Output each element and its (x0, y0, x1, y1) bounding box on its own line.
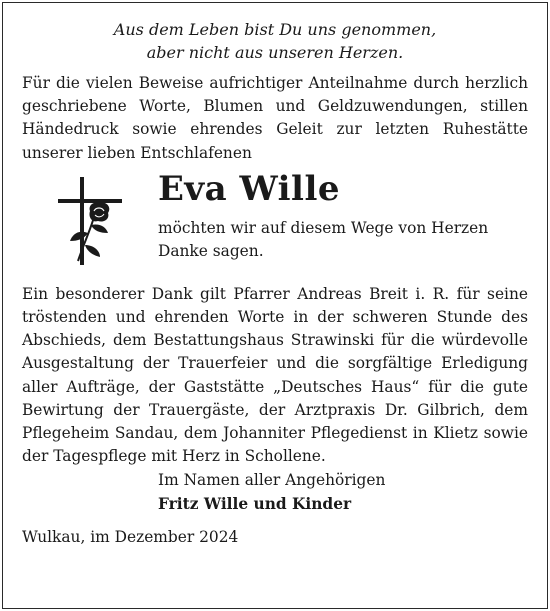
on-behalf-line: Im Namen aller Angehörigen (158, 471, 386, 490)
intro-paragraph: Für die vielen Beweise aufrichtiger Anteilnahme durch herzlich geschriebene Worte, Blumen und Geldzuwendungen, stillen Händedruck sowie ehrendes Geleit zur letzten Ruhestätte unserer lieben Entschlafenen (22, 74, 528, 162)
special-thanks-paragraph: Ein besonderer Dank gilt Pfarrer Andreas Breit i. R. für seine tröstenden und ehrenden Worte in der schweren Stunde des Abschieds, dem Bestattungshaus Strawinski für die würdevolle Ausgestaltung der Trauerfeier und die sorgfältige Erledigung aller Aufträge, der Gaststätte „Deutsches Haus“ für die gute Bewirtung der Trauergäste, der Arztpraxis Dr. Gilbrich, dem Pflegeheim Sandau, dem Johanniter Pflegedienst in Klietz sowie der Tagespflege mit Herz in Schollene. (22, 284, 528, 466)
motto (22, 18, 528, 64)
cross-with-rose-icon (54, 175, 126, 267)
family-signature: Fritz Wille und Kinder (158, 495, 352, 514)
deceased-name: Eva Wille (158, 168, 341, 209)
thanks-line-2: Danke sagen. (158, 242, 264, 261)
name-block (22, 167, 528, 279)
motto-line-2: aber nicht aus unseren Herzen. (146, 43, 404, 62)
signature-block (158, 468, 528, 516)
motto-line-1: Aus dem Leben bist Du uns genommen, (113, 20, 437, 39)
thanks-text (158, 217, 488, 263)
thanks-line-1: möchten wir auf diesem Wege von Herzen (158, 218, 489, 237)
place-and-date: Wulkau, im Dezember 2024 (22, 528, 239, 547)
